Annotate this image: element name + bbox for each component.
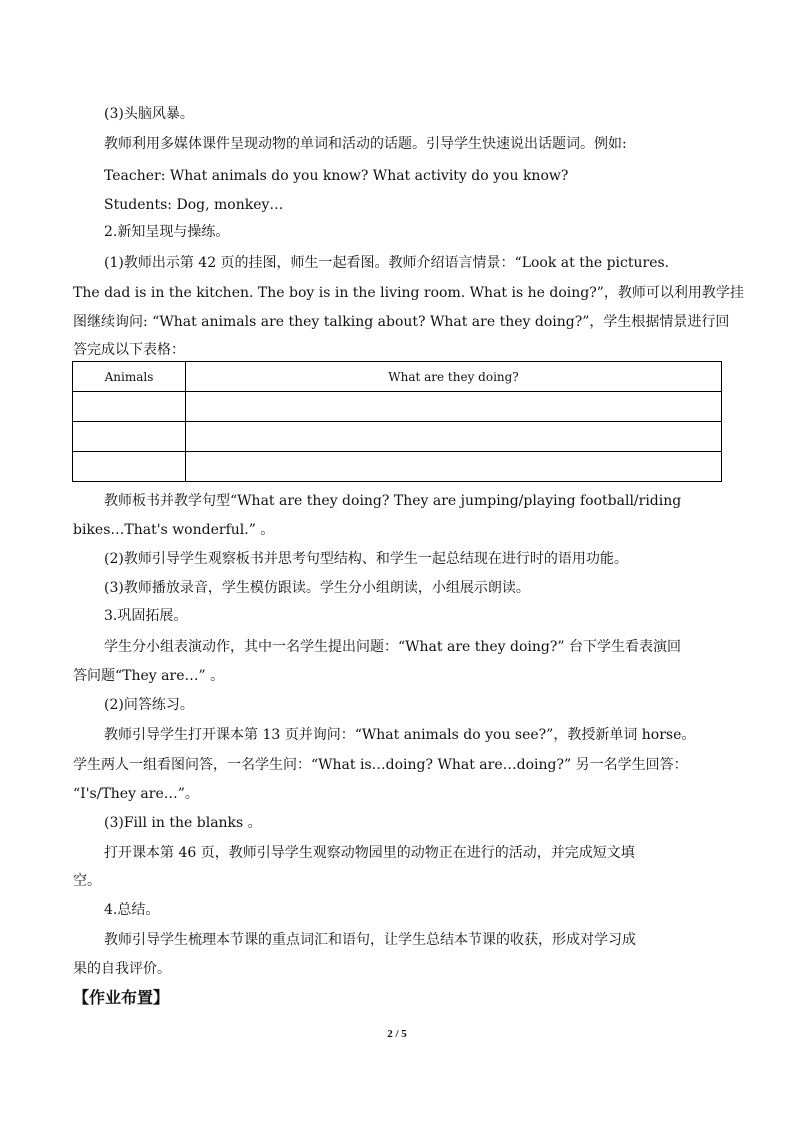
table-row	[73, 422, 722, 452]
text-line: bikes…That's wonderful.” 。	[73, 522, 275, 538]
table-header-cell: Animals	[73, 362, 186, 392]
text-line: 答问题“They are…” 。	[73, 668, 225, 684]
text-line: 学生两人一组看图问答，一名学生问：“What is…doing? What are…doing?” 另一名学生回答：	[73, 757, 688, 773]
text-line: 打开课本第 46 页，教师引导学生观察动物园里的动物正在进行的活动，并完成短文填	[104, 845, 635, 861]
table-row	[73, 452, 722, 482]
text-line: 学生分小组表演动作，其中一名学生提出问题：“What are they doing?” 台下学生看表演回	[104, 639, 682, 655]
text-line: Students: Dog, monkey…	[104, 197, 284, 213]
text-line: (3)Fill in the blanks 。	[104, 815, 262, 831]
text-line: (3)教师播放录音，学生模仿跟读。学生分小组朗读，小组展示朗读。	[104, 580, 530, 596]
text-line: 空。	[73, 873, 101, 889]
table-row	[73, 392, 722, 422]
text-line: 图继续询问: “What animals are they talking about? What are they doing?”，学生根据情景进行回	[73, 314, 730, 330]
text-line: 3.巩固拓展。	[104, 608, 188, 624]
table-cell	[73, 422, 186, 452]
text-line: 答完成以下表格：	[73, 342, 185, 358]
text-line: 教师板书并教学句型“What are they doing? They are jumping/playing football/riding	[104, 493, 682, 509]
table-header-cell: What are they doing?	[186, 362, 722, 392]
text-line: 果的自我评价。	[73, 961, 171, 977]
table-cell	[186, 452, 722, 482]
page-number: 2 / 5	[387, 1028, 407, 1040]
text-line: 教师利用多媒体课件呈现动物的单词和活动的话题。引导学生快速说出话题词。例如:	[104, 136, 627, 152]
text-line: 教师引导学生打开课本第 13 页并询问：“What animals do you see?”，教授新单词 horse。	[104, 727, 696, 743]
table-header-row	[73, 362, 722, 392]
table-cell	[186, 392, 722, 422]
table-cell	[73, 452, 186, 482]
text-line: (3)头脑风暴。	[104, 106, 194, 122]
text-line: 教师引导学生梳理本节课的重点词汇和语句，让学生总结本节课的收获，形成对学习成	[104, 932, 636, 948]
table-cell	[73, 392, 186, 422]
table-cell	[186, 422, 722, 452]
text-line: Teacher: What animals do you know? What activity do you know?	[104, 168, 569, 184]
text-line: “I's/They are…”。	[73, 786, 199, 802]
animals-table	[72, 361, 722, 482]
text-line: (2)问答练习。	[104, 697, 194, 713]
text-line: (1)教师出示第 42 页的挂图，师生一起看图。教师介绍语言情景：“Look at the pictures.	[104, 255, 670, 271]
text-line: 2.新知呈现与操练。	[104, 224, 230, 240]
text-line: (2)教师引导学生观察板书并思考句型结构、和学生一起总结现在进行时的语用功能。	[104, 551, 628, 567]
text-line: 4.总结。	[104, 902, 160, 918]
section-heading: 【作业布置】	[73, 988, 170, 1007]
text-line: The dad is in the kitchen. The boy is in the living room. What is he doing?”，教师可以利用教学挂	[73, 285, 744, 301]
